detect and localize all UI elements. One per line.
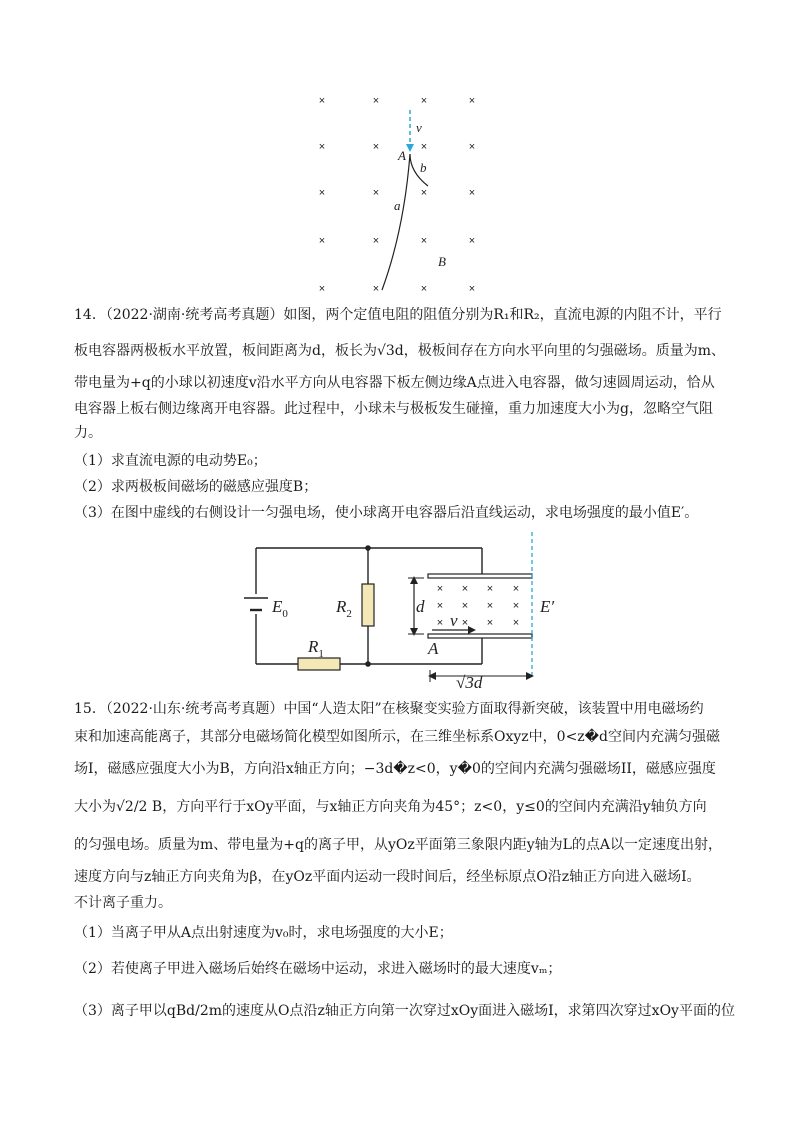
q15-sub-2: （2）若使离子甲进入磁场后始终在磁场中运动，求进入磁场时的最大速度vₘ； — [74, 961, 562, 977]
q14-line-4: 电容器上板右侧边缘离开电容器。此过程中，小球未与极板发生碰撞，重力加速度大小为g，忽略空气阻 — [74, 401, 713, 417]
q14-line-5: 力。 — [74, 425, 102, 441]
field-cross: × — [512, 583, 520, 595]
q15-sub-3: （3）离子甲以qBd/2m的速度从O点沿z轴正方向第一次穿过xOy面进入磁场I，求第四次穿过xOy平面的位 — [74, 1003, 735, 1019]
q14-sub-2: （2）求两极板间磁场的磁感应强度B； — [74, 479, 318, 495]
q15-sub-1: （1）当离子甲从A点出射速度为v₀时，求电场强度的大小E； — [74, 925, 453, 941]
q15-line-1: 15．（2022·山东·统考高考真题）中国“人造太阳”在核聚变实验方面取得新突破，该装置中用电磁场约 — [74, 701, 704, 717]
velocity-arrowhead — [406, 144, 414, 152]
field-cross: × — [372, 235, 380, 247]
field-cross: × — [468, 283, 476, 295]
label-b: b — [420, 160, 427, 175]
field-cross: × — [468, 95, 476, 107]
q15-line-4: 大小为√2/2 B，方向平行于xOy平面，与x轴正方向夹角为45°；z<0，y≤0的空间内充满沿y轴负方向 — [74, 799, 707, 815]
q14-line-3: 带电量为+q的小球以初速度v沿水平方向从电容器下板左侧边缘A点进入电容器，做匀速圆周运动，恰从 — [74, 375, 715, 391]
capacitor-bottom-plate — [428, 634, 532, 638]
junction-dot — [365, 545, 371, 551]
field-cross: × — [468, 141, 476, 153]
label-v: v — [450, 611, 458, 630]
q14-sub-3: （3）在图中虚线的右侧设计一匀强电场，使小球离开电容器后沿直线运动，求电场强度的最小值E′。 — [74, 505, 699, 521]
q15-line-3: 场I，磁感应强度大小为B，方向沿x轴正方向；−3d�z<0，y�0的空间内充满匀强磁场II，磁感应强度 — [74, 761, 716, 777]
junction-dot — [365, 661, 371, 667]
field-cross: × — [372, 141, 380, 153]
resistor-R2 — [362, 584, 374, 626]
label-R2: $R_2$ — [336, 597, 352, 620]
q15-line-6: 速度方向与z轴正方向夹角为β，在yOz平面内运动一段时间后，经坐标原点O沿z轴正方向进入磁场I。 — [74, 869, 701, 885]
label-a: a — [394, 198, 401, 213]
field-cross: × — [486, 583, 494, 595]
label-E-prime: E′ — [540, 597, 555, 616]
label-A: A — [398, 148, 406, 163]
q15-line-7: 不计离子重力。 — [74, 895, 172, 911]
field-cross: × — [318, 235, 326, 247]
capacitor-top-plate — [428, 574, 532, 578]
field-cross: × — [420, 187, 428, 199]
label-E0: $E_0$ — [272, 597, 288, 620]
field-cross: × — [372, 187, 380, 199]
field-cross: × — [420, 141, 428, 153]
field-cross: × — [318, 141, 326, 153]
q14-line-2: 板电容器两极板水平放置，板间距离为d，板长为√3d，极板间存在方向水平向里的匀强磁场。质量为m、 — [74, 343, 726, 359]
magnetic-field-figure — [300, 80, 500, 300]
field-cross: × — [461, 583, 469, 595]
field-cross: × — [318, 283, 326, 295]
field-cross: × — [318, 187, 326, 199]
label-A: A — [428, 639, 439, 658]
q15-line-5: 的匀强电场。质量为m、带电量为+q的离子甲，从yOz平面第三象限内距y轴为L的点A以一定速度出射， — [74, 837, 723, 853]
field-cross: × — [468, 187, 476, 199]
field-cross: × — [468, 235, 476, 247]
label-v: v — [416, 120, 422, 135]
q14-sub-1: （1）求直流电源的电动势E₀； — [74, 453, 267, 469]
field-cross: × — [318, 95, 326, 107]
q14-line-1: 14．（2022·湖南·统考高考真题）如图，两个定值电阻的阻值分别为R₁和R₂，直流电源的内阻不计，平行 — [74, 307, 722, 323]
field-cross: × — [420, 283, 428, 295]
trajectory-a — [382, 154, 410, 290]
label-width: √3d — [456, 673, 483, 692]
circuit-figure — [228, 526, 588, 696]
field-cross: × — [420, 235, 428, 247]
label-R1: $R_1$ — [308, 637, 324, 660]
label-d: d — [416, 597, 425, 616]
field-cross: × — [372, 95, 380, 107]
q15-line-2: 束和加速高能离子，其部分电磁场简化模型如图所示，在三维坐标系Oxyz中，0<z�d空间内充满匀强磁 — [74, 729, 720, 745]
field-cross: × — [436, 617, 444, 629]
field-cross: × — [486, 617, 494, 629]
label-B: B — [438, 254, 446, 269]
field-cross: × — [512, 600, 520, 612]
field-cross: × — [512, 617, 520, 629]
field-cross: × — [420, 95, 428, 107]
field-cross: × — [461, 600, 469, 612]
field-cross: × — [436, 583, 444, 595]
field-cross: × — [486, 600, 494, 612]
field-cross: × — [372, 283, 380, 295]
field-cross: × — [436, 600, 444, 612]
field-cross: × — [461, 617, 469, 629]
